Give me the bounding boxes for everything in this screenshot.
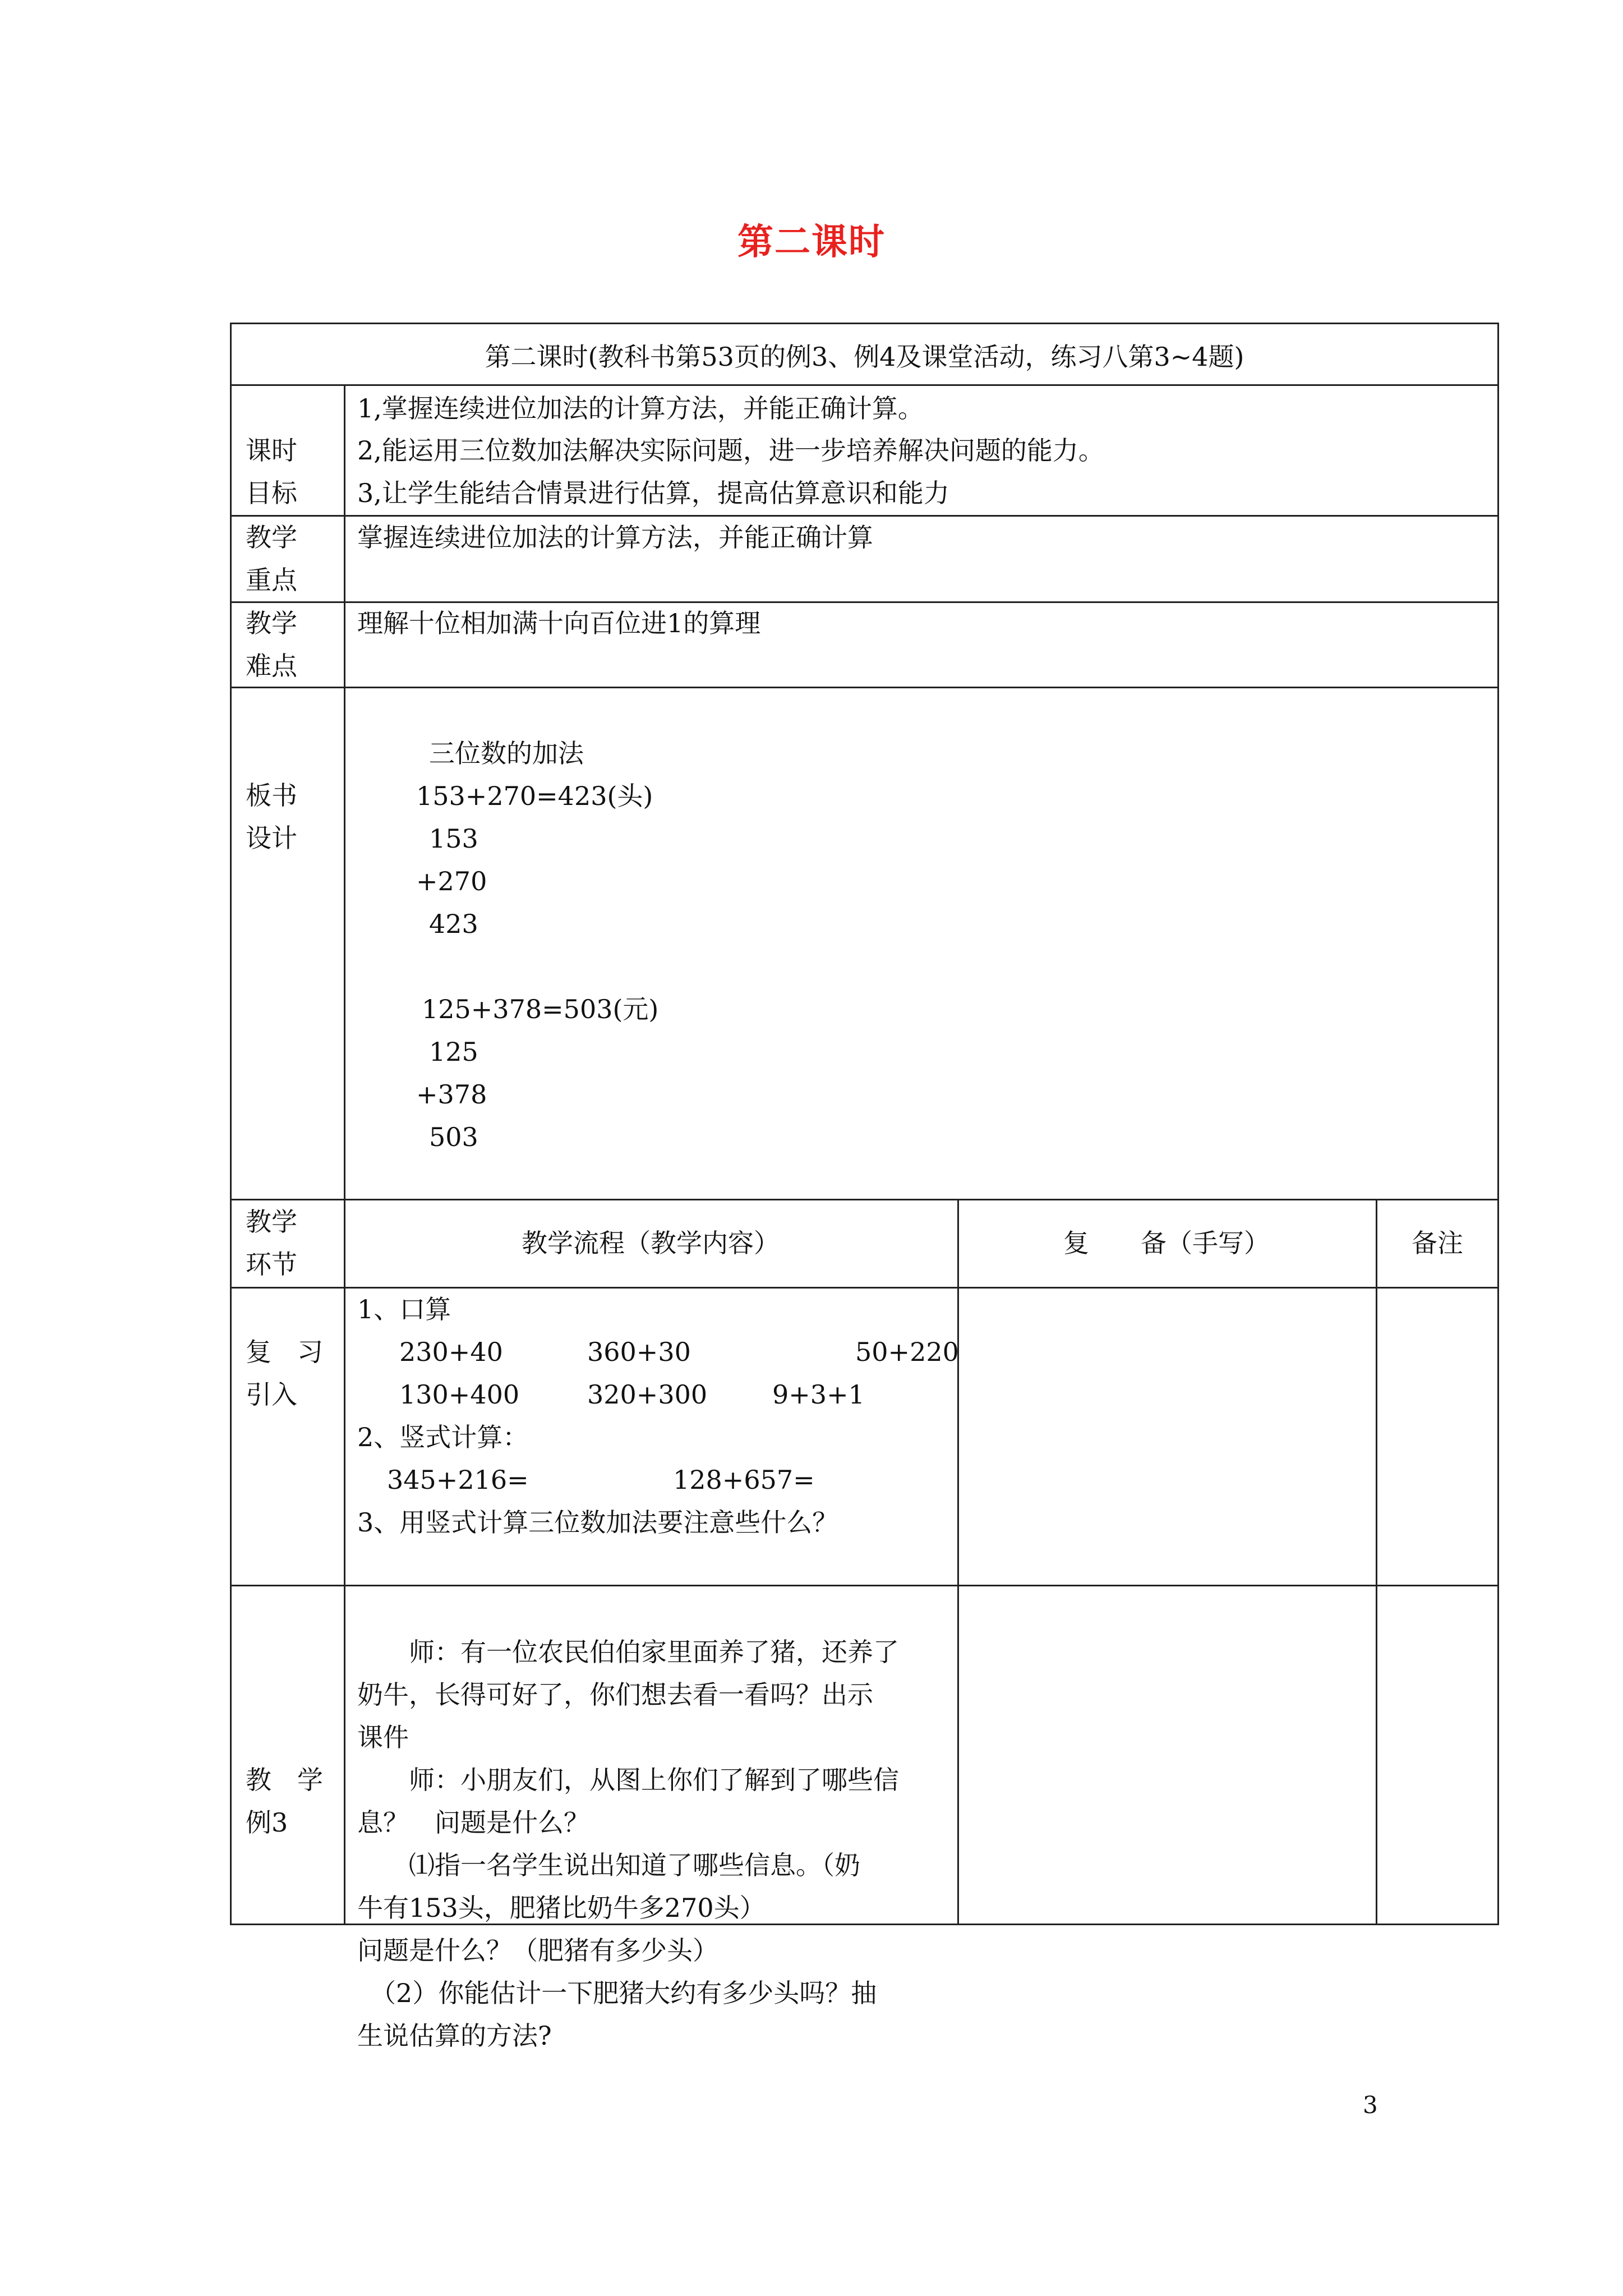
oral-problem: 130+400 <box>399 1379 520 1410</box>
review-label: 复 习 <box>246 1337 323 1367</box>
example3-line: 问题是什么？（肥猪有多少头） <box>357 1935 718 1966</box>
difficulty-label: 教学 <box>246 608 297 638</box>
review-label: 引入 <box>246 1379 297 1410</box>
board-addend: +378 <box>416 1079 487 1110</box>
row-divider <box>230 687 1499 688</box>
page-number: 3 <box>1363 2091 1378 2119</box>
oral-problem: 50+220 <box>855 1337 959 1367</box>
oral-problem: 360+30 <box>587 1337 691 1367</box>
board-label: 板书 <box>246 780 297 811</box>
example3-line: 课件 <box>357 1722 409 1752</box>
example3-line: 师：小朋友们，从图上你们了解到了哪些信 <box>357 1765 899 1795</box>
oral-problem: 230+40 <box>399 1337 503 1367</box>
difficulty-text: 理解十位相加满十向百位进1的算理 <box>357 608 761 638</box>
column-divider <box>344 384 345 1925</box>
board-addend: 153 <box>429 823 478 854</box>
vertical-problem: 345+216= <box>387 1465 529 1495</box>
oral-problem: 9+3+1 <box>772 1379 865 1410</box>
key-point-text: 掌握连续进位加法的计算方法，并能正确计算 <box>357 522 873 553</box>
prep-column-header: 复 备（手写） <box>1063 1228 1270 1258</box>
objective-item: 2,能运用三位数加法解决实际问题，进一步培养解决问题的能力。 <box>357 435 1104 466</box>
board-addend: +270 <box>416 866 487 896</box>
review-question: 2、竖式计算： <box>357 1422 529 1452</box>
key-point-label: 重点 <box>246 565 297 595</box>
oral-problem: 320+300 <box>587 1379 708 1410</box>
difficulty-label: 难点 <box>246 651 297 681</box>
objective-item: 3,让学生能结合情景进行估算，提高估算意识和能力 <box>357 478 949 508</box>
board-sum: 503 <box>429 1122 478 1152</box>
page-title: 第二课时 <box>737 221 886 263</box>
board-addend: 125 <box>429 1037 478 1067</box>
example3-line: 牛有153头，肥猪比奶牛多270头） <box>357 1893 766 1923</box>
example3-line: 息？ 问题是什么？ <box>357 1807 589 1838</box>
board-label: 设计 <box>246 823 297 853</box>
example3-line: ⑴指一名学生说出知道了哪些信息。（奶 <box>357 1850 860 1880</box>
objective-item: 1,掌握连续进位加法的计算方法，并能正确计算。 <box>357 393 924 424</box>
notes-column-header: 备注 <box>1412 1228 1463 1258</box>
example3-line: 生说估算的方法? <box>357 2021 552 2051</box>
example3-line: 奶牛，长得可好了，你们想去看一看吗？出示 <box>357 1680 873 1710</box>
row-divider <box>230 384 1499 386</box>
vertical-problem: 128+657= <box>673 1465 815 1495</box>
row-divider <box>230 1199 1499 1200</box>
stage-column-header: 环节 <box>246 1249 297 1280</box>
column-divider <box>1376 1199 1377 1925</box>
board-equation: 153+270=423(头) <box>416 781 653 811</box>
key-point-label: 教学 <box>246 522 297 553</box>
objectives-label: 课时 <box>246 435 297 466</box>
column-divider <box>957 1199 959 1925</box>
stage-column-header: 教学 <box>246 1207 297 1237</box>
example3-line: 师：有一位农民伯伯家里面养了猪，还养了 <box>357 1637 899 1667</box>
review-question: 3、用竖式计算三位数加法要注意些什么？ <box>357 1507 838 1538</box>
board-equation: 125+378=503(元) <box>422 994 659 1024</box>
row-divider <box>230 1585 1499 1586</box>
example3-label: 例3 <box>246 1807 288 1838</box>
example3-line: （2）你能估计一下肥猪大约有多少头吗？抽 <box>357 1978 877 2008</box>
board-heading: 三位数的加法 <box>429 738 584 769</box>
lesson-header: 第二课时(教科书第53页的例3、例4及课堂活动，练习八第3~4题) <box>485 342 1244 372</box>
process-column-header: 教学流程（教学内容） <box>522 1228 780 1258</box>
board-sum: 423 <box>429 909 478 939</box>
review-question: 1、口算 <box>357 1294 451 1324</box>
example3-label: 教 学 <box>246 1765 323 1795</box>
objectives-label: 目标 <box>246 478 297 508</box>
